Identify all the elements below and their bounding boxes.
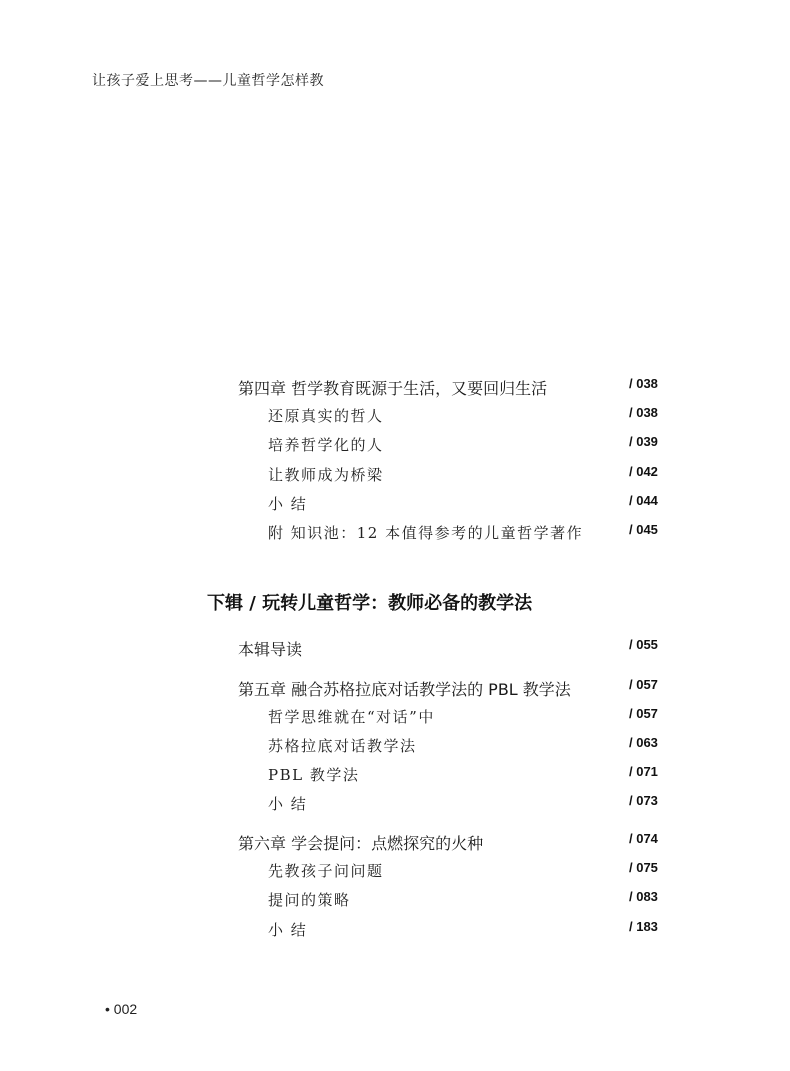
page-number: • 002 bbox=[105, 1001, 138, 1017]
toc-entry-page-number: / 083 bbox=[629, 889, 658, 904]
toc-entry-title: PBL 教学法 bbox=[268, 766, 360, 784]
toc-entry-title: 哲学思维就在“对话”中 bbox=[268, 708, 435, 726]
toc-entry-section bbox=[0, 764, 790, 788]
toc-entry-page-number: / 038 bbox=[629, 376, 658, 391]
toc-entry-title: 还原真实的哲人 bbox=[268, 407, 384, 425]
running-header: 让孩子爱上思考——儿童哲学怎样教 bbox=[92, 73, 324, 89]
toc-entry-chapter bbox=[0, 831, 790, 855]
toc-entry-section bbox=[0, 434, 790, 458]
toc-entry-chapter bbox=[0, 677, 790, 701]
toc-entry-section bbox=[0, 860, 790, 884]
toc-entry-page-number: / 055 bbox=[629, 637, 658, 652]
toc-entry-page-number: / 038 bbox=[629, 405, 658, 420]
toc-entry-title: 提问的策略 bbox=[268, 891, 351, 909]
toc-entry-title: 小 结 bbox=[268, 795, 308, 813]
toc-entry-page-number: / 063 bbox=[629, 735, 658, 750]
toc-entry-section bbox=[0, 706, 790, 730]
toc-entry-page-number: / 057 bbox=[629, 677, 658, 692]
toc-entry-title: 小 结 bbox=[268, 921, 308, 939]
toc-entry-page-number: / 074 bbox=[629, 831, 658, 846]
toc-entry-page-number: / 057 bbox=[629, 706, 658, 721]
toc-entry-chapter bbox=[0, 637, 790, 661]
toc-entry-section bbox=[0, 522, 790, 546]
toc-entry-title: 本辑导读 bbox=[238, 640, 303, 659]
toc-entry-page-number: / 044 bbox=[629, 493, 658, 508]
toc-entry-section bbox=[0, 919, 790, 943]
toc-entry-page-number: / 042 bbox=[629, 464, 658, 479]
toc-entry-page-number: / 071 bbox=[629, 764, 658, 779]
toc-entry-chapter bbox=[0, 376, 790, 400]
toc-entry-title: 第六章 学会提问：点燃探究的火种 bbox=[238, 834, 484, 853]
toc-entry-section bbox=[0, 889, 790, 913]
part-title: 下辑 / 玩转儿童哲学：教师必备的教学法 bbox=[207, 593, 533, 614]
toc-entry-title: 苏格拉底对话教学法 bbox=[268, 737, 417, 755]
toc-entry-section bbox=[0, 405, 790, 429]
toc-entry-page-number: / 045 bbox=[629, 522, 658, 537]
toc-entry-section bbox=[0, 493, 790, 517]
toc-entry-page-number: / 075 bbox=[629, 860, 658, 875]
toc-entry-page-number: / 183 bbox=[629, 919, 658, 934]
toc-entry-title: 第四章 哲学教育既源于生活，又要回归生活 bbox=[238, 379, 548, 398]
toc-entry-page-number: / 039 bbox=[629, 434, 658, 449]
toc-entry-title: 先教孩子问问题 bbox=[268, 862, 384, 880]
toc-entry-title: 附 知识池：12 本值得参考的儿童哲学著作 bbox=[268, 524, 584, 542]
toc-entry-page-number: / 073 bbox=[629, 793, 658, 808]
toc-entry-section bbox=[0, 735, 790, 759]
toc-entry-title: 第五章 融合苏格拉底对话教学法的 PBL 教学法 bbox=[238, 680, 571, 699]
toc-entry-section bbox=[0, 464, 790, 488]
toc-entry-title: 培养哲学化的人 bbox=[268, 436, 384, 454]
toc-entry-title: 小 结 bbox=[268, 495, 308, 513]
toc-entry-section bbox=[0, 793, 790, 817]
toc-entry-title: 让教师成为桥梁 bbox=[268, 466, 384, 484]
